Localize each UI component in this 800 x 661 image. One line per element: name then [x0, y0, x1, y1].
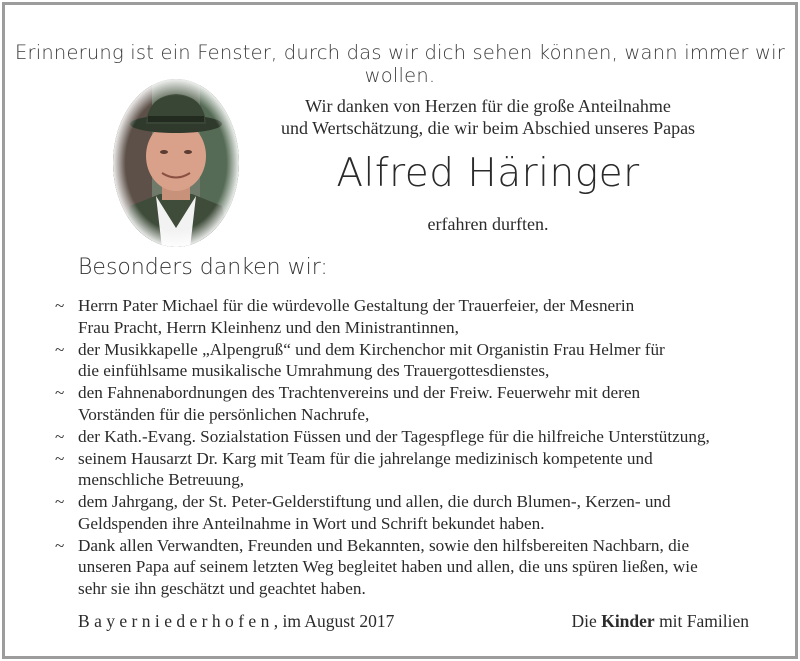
thanks-line-2: und Wertschätzung, die wir beim Abschied unseres Papas	[280, 118, 696, 138]
thanks-list-item	[55, 535, 775, 600]
date-text: , im August 2017	[273, 611, 395, 631]
signature-suffix: mit Familien	[659, 611, 749, 631]
tilde-bullet: ~	[55, 535, 65, 555]
place-name: Bayerniederhofen	[78, 611, 274, 631]
thanks-list-item	[55, 295, 775, 338]
tilde-bullet: ~	[55, 296, 65, 315]
thanks-line-1: Wir danken von Herzen für die große Anteilnahme	[305, 96, 671, 116]
thanks-item-line: sehr sie ihn geschätzt und geachtet haben.	[78, 578, 366, 598]
thanks-list-item	[55, 426, 775, 448]
thanks-list	[55, 295, 775, 600]
deceased-name: Alfred Häringer	[336, 151, 640, 196]
tilde-bullet: ~	[55, 426, 65, 446]
thanks-list-item	[55, 339, 775, 382]
thanks-item-line: Herrn Pater Michael für die würdevolle Gestaltung der Trauerfeier, der Mesnerin	[78, 296, 635, 315]
portrait-photo	[112, 78, 240, 248]
tilde-bullet: ~	[55, 383, 65, 402]
thanks-item-line: seinem Hausarzt Dr. Karg mit Team für die jahrelange medizinisch kompetente und	[78, 448, 653, 468]
thanks-item-line: der Musikkapelle „Alpengruß“ und dem Kirchenchor mit Organistin Frau Helmer für	[78, 339, 665, 359]
thanks-item-line: unseren Papa auf seinem letzten Weg begleitet haben und allen, die uns spüren ließen, wie	[78, 557, 698, 576]
thanks-item-line: der Kath.-Evang. Sozialstation Füssen und der Tagespflege für die hilfreiche Unterstützung,	[78, 426, 710, 446]
place-date	[78, 611, 394, 632]
tilde-bullet: ~	[55, 448, 65, 468]
signature-prefix: Die	[571, 611, 597, 631]
thanks-list-item	[55, 382, 775, 425]
signature-bold: Kinder	[601, 611, 655, 631]
thanks-list-item	[55, 448, 775, 491]
thanks-item-line: Dank allen Verwandten, Freunden und Bekannten, sowie den hilfsbereiten Nachbarn, die	[78, 535, 690, 555]
thanks-item-line: menschliche Betreuung,	[78, 470, 245, 489]
thanks-item-line: Geldspenden ihre Anteilnahme in Wort und Schrift bekundet haben.	[78, 513, 545, 533]
thanks-item-line: dem Jahrgang, der St. Peter-Gelderstiftung und allen, die durch Blumen-, Kerzen- und	[78, 492, 671, 511]
signature	[572, 611, 749, 632]
motto-text: Erinnerung ist ein Fenster, durch das wir dich sehen können, wann immer wir wollen.	[14, 41, 786, 87]
tilde-bullet: ~	[55, 492, 65, 511]
thanks-item-line: Frau Pracht, Herrn Kleinhenz und den Ministrantinnen,	[78, 317, 459, 337]
thanks-item-line: Vorständen für die persönlichen Nachrufe,	[78, 404, 370, 424]
tilde-bullet: ~	[55, 339, 65, 359]
received-text: erfahren durften.	[427, 214, 549, 234]
thanks-intro	[263, 95, 713, 139]
special-thanks-heading: Besonders danken wir:	[78, 255, 328, 280]
thanks-item-line: die einfühlsame musikalische Umrahmung des Trauergottesdienstes,	[78, 361, 550, 380]
thanks-item-line: den Fahnenabordnungen des Trachtenvereins und der Freiw. Feuerwehr mit deren	[78, 383, 641, 402]
thanks-list-item	[55, 491, 775, 534]
obituary-card	[2, 2, 798, 659]
